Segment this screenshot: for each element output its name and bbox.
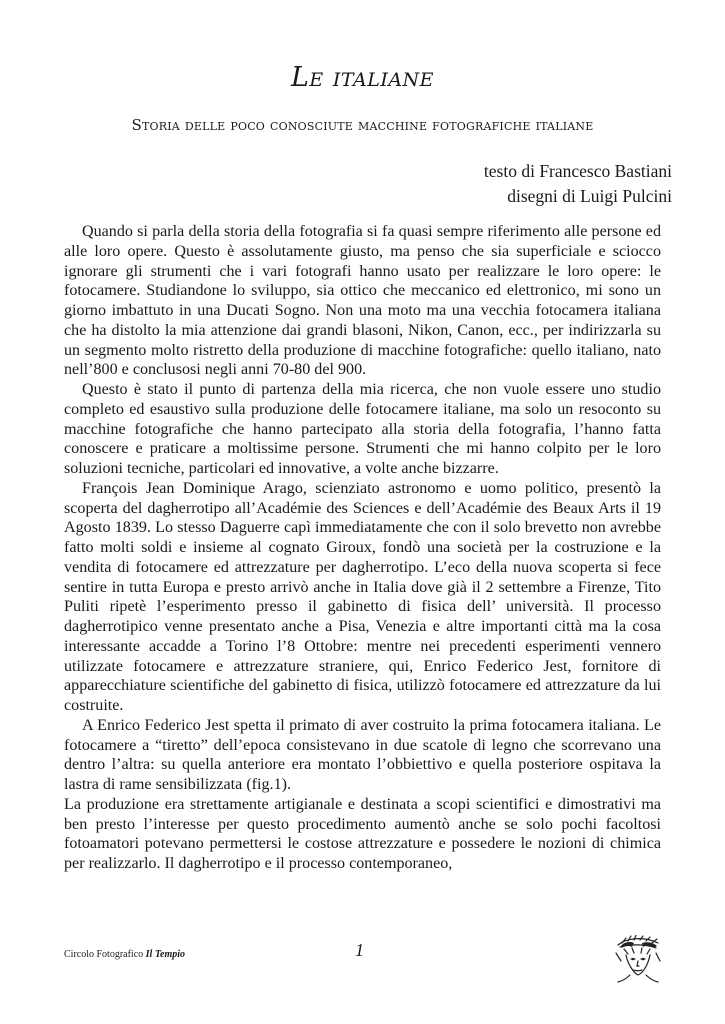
page-subtitle: Storia delle poco conosciute macchine fotografiche italiane: [131, 116, 594, 134]
paragraph-jest: A Enrico Federico Jest spetta il primato di aver costruito la prima fotocamera italiana. Le fotocamere a “tiretto” dell’epoca consistevano in due scatole di legno che scorrevano una dentro l’altra: su quella anteriore era montato l’obbiettivo e quella posteriore ospitava la lastra di rame sensibilizzata (fig.1).: [64, 716, 661, 793]
author-credit: testo di Francesco Bastiani: [483, 161, 672, 181]
footer-club-name: Circolo Fotografico: [64, 949, 144, 960]
paragraph-intro: Quando si parla della storia della fotografia si fa quasi sempre riferimento alle persone ed alle loro opere. Questo è assolutamente giusto, ma penso che sia superficiale e sciocco ignorare gli strumenti che i vari fotografi hanno usato per realizzare le loro opere: le fotocamere. Studiandone lo sviluppo, sia ottico che meccanico ed elettronico, mi sono un giorno imbattuto in una Ducati Sogno. Non una moto ma una vecchia fotocamera italiana che ha distolto la mia attenzione dai grandi blasoni, Nikon, Canon, ecc., per indirizzarla su un segmento molto ristretto della produzione di macchine fotografiche: quello italiano, nato nell’800 e conclusosi negli anni 70-80 del 900.: [64, 223, 661, 379]
page-number: 1: [355, 940, 364, 960]
page-title: Le italiane: [290, 62, 435, 93]
credits-block: [484, 159, 672, 209]
footer-journal-name: Il Tempio: [145, 949, 186, 960]
illustrator-credit: disegni di Luigi Pulcini: [507, 186, 672, 206]
paragraph-production: La produzione era strettamente artigianale e destinata a scopi scientifici e dimostrativi ma ben presto l’interesse per questo procedimento aumentò anche se solo pochi facoltosi fotoamatori potevano permettersi le costose attrezzature e possedere le nozioni di chimica per realizzarlo. Il dagherrotipo e il processo contemporaneo,: [64, 795, 661, 872]
paragraph-research: Questo è stato il punto di partenza della mia ricerca, che non vuole essere uno studio completo ed esaustivo sulla produzione delle fotocamere italiane, ma solo un resoconto su macchine fotografiche che hanno partecipato alla storia della fotografia, l’hanno fatta conoscere e praticare a moltissime persone. Strumenti che mi hanno colpito per le loro soluzioni tecniche, particolari ed innovative, a volte anche bizzarre.: [64, 381, 661, 477]
footer-publication: [64, 949, 185, 960]
article-body: [64, 222, 661, 874]
portrait-sketch-icon: [612, 935, 664, 983]
paragraph-arago: François Jean Dominique Arago, scienziato astronomo e uomo politico, presentò la scoperta del dagherrotipo all’Académie des Sciences e dell’Académie des Beaux Arts il 19 Agosto 1839. Lo stesso Daguerre capì immediatamente che con il solo brevetto non avrebbe fatto molti soldi e insieme al cognato Giroux, fondò una società per la costruzione e la vendita di fotocamere ed attrezzature per dagherrotipo. L’eco della nuova scoperta si fece sentire in tutta Europa e presto arrivò anche in Italia dove già il 2 settembre a Firenze, Tito Puliti ripetè l’esperimento presso il gabinetto di fisica dell’ università. Il processo dagherrotipico venne presentato anche a Pisa, Venezia e altre importanti città ma la cosa interessante accadde a Torino l’8 Ottobre: mentre nei precedenti esperimenti vennero utilizzate fotocamere e attrezzature straniere, qui, Enrico Federico Jest, fornitore di apparecchiature scientifiche del gabinetto di fisica, utilizzò fotocamere ed attrezzature da lui costruite.: [64, 479, 661, 714]
